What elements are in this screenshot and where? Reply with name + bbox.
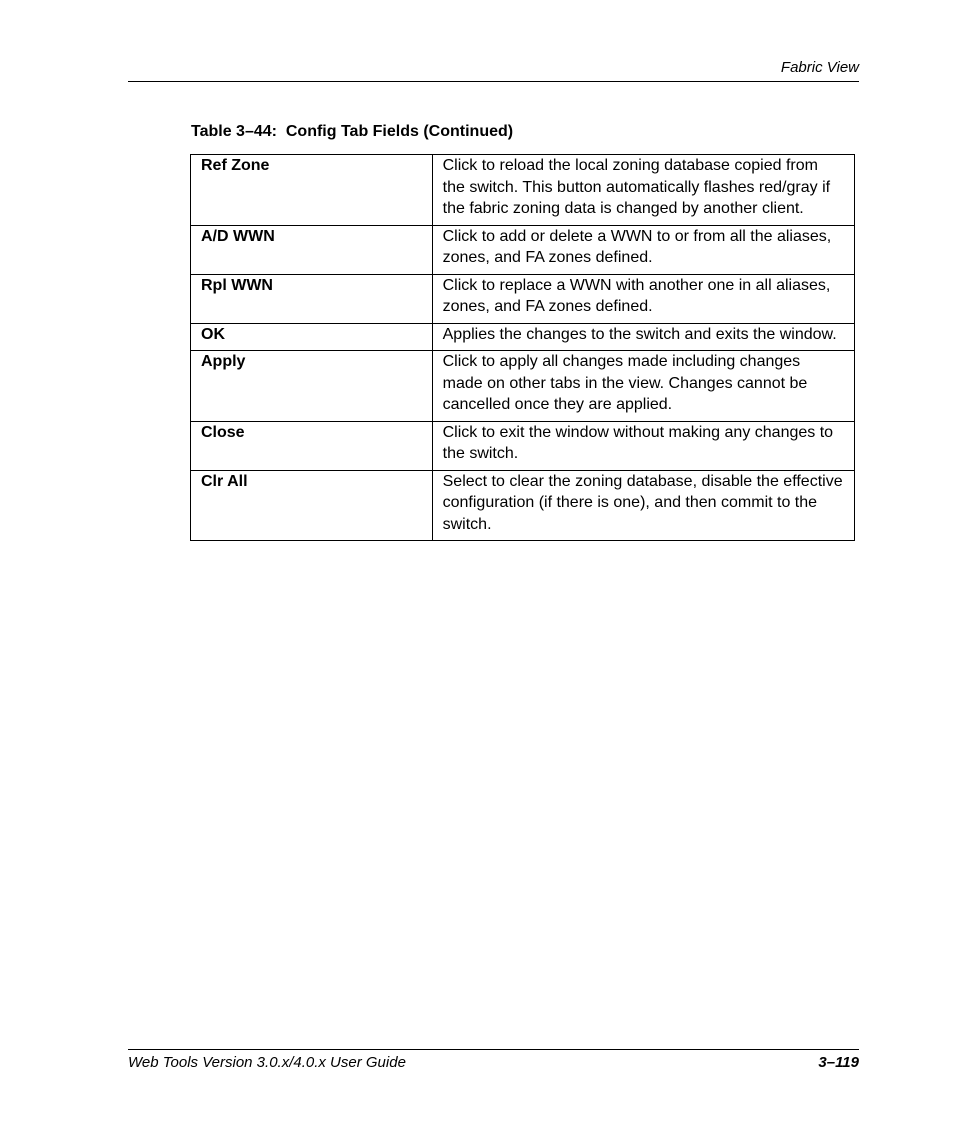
- table-row: [191, 421, 855, 470]
- document-title: Web Tools Version 3.0.x/4.0.x User Guide: [128, 1054, 406, 1071]
- field-description: Click to replace a WWN with another one in all aliases, zones, and FA zones defined.: [432, 274, 854, 323]
- page-number: 3–119: [818, 1054, 859, 1071]
- field-description: Click to exit the window without making any changes to the switch.: [432, 421, 854, 470]
- field-description: Click to add or delete a WWN to or from all the aliases, zones, and FA zones defined.: [432, 225, 854, 274]
- field-name: Clr All: [191, 470, 433, 541]
- field-name: Close: [191, 421, 433, 470]
- field-name: Ref Zone: [191, 155, 433, 226]
- field-name: Apply: [191, 351, 433, 422]
- table-row: [191, 323, 855, 351]
- section-title: Fabric View: [780, 59, 859, 76]
- field-description: Select to clear the zoning database, disable the effective configuration (if there is one), and then commit to the switch.: [432, 470, 854, 541]
- table-row: [191, 225, 855, 274]
- table-caption: Table 3–44: Config Tab Fields (Continued): [191, 123, 514, 140]
- table-row: [191, 155, 855, 226]
- running-header: [128, 59, 859, 82]
- table-row: [191, 351, 855, 422]
- field-description: Click to apply all changes made including changes made on other tabs in the view. Changes cannot be cancelled once they are applied.: [432, 351, 854, 422]
- field-description: Click to reload the local zoning database copied from the switch. This button automatically flashes red/gray if the fabric zoning data is changed by another client.: [432, 155, 854, 226]
- table-row: [191, 274, 855, 323]
- field-name: OK: [191, 323, 433, 351]
- table-row: [191, 470, 855, 541]
- config-tab-fields-table: [190, 154, 855, 541]
- running-footer: [128, 1049, 859, 1071]
- field-description: Applies the changes to the switch and exits the window.: [432, 323, 854, 351]
- field-name: Rpl WWN: [191, 274, 433, 323]
- field-name: A/D WWN: [191, 225, 433, 274]
